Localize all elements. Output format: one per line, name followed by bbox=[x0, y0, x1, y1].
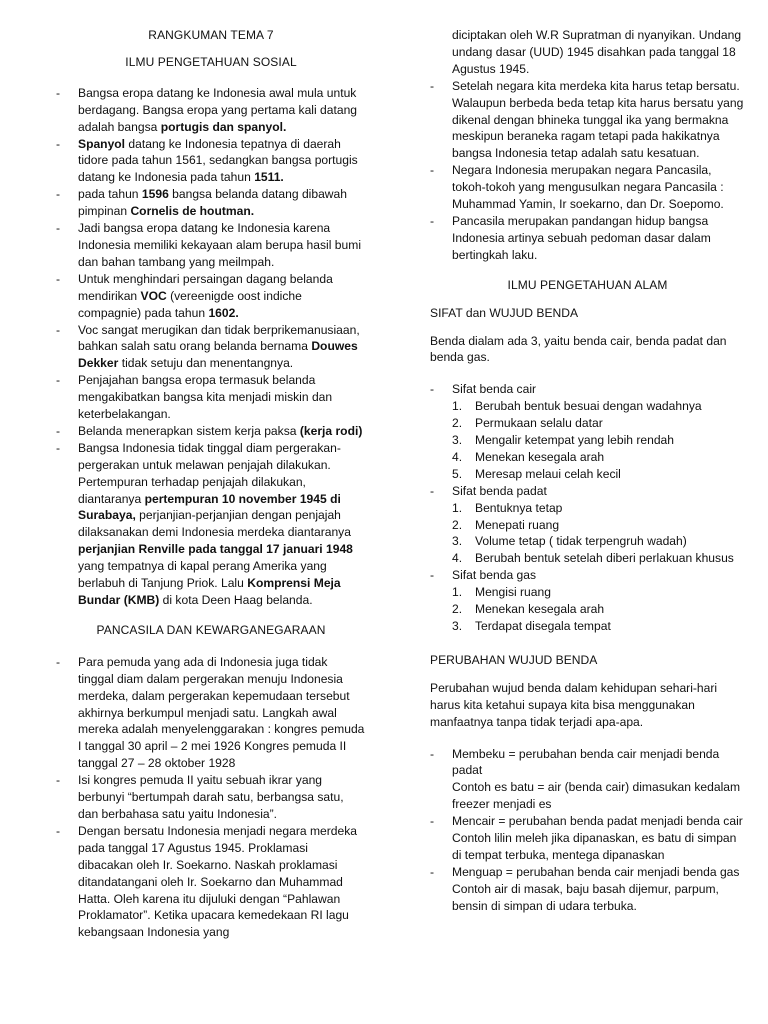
list-item bbox=[430, 813, 745, 830]
list-item-text bbox=[78, 136, 366, 187]
numbered-item bbox=[430, 533, 745, 550]
item-number: 3. bbox=[452, 619, 463, 633]
list-item bbox=[430, 864, 745, 881]
item-text: Menepati ruang bbox=[475, 517, 560, 532]
text-segment: Dengan bersatu Indonesia menjadi negara merdeka pada tanggal 17 Agustus 1945. Proklamasi dibacakan oleh Ir. Soekarno. Naskah proklamasi ditandatangani oleh Ir. Soekarno dan Muhammad Hatta. Oleh karena itu dijuluki dengan “Pahlawan Proklamator”. Ketika upacara kemedekaan RI lagu kebangsaan Indonesia yang bbox=[78, 823, 358, 940]
list-item bbox=[56, 271, 366, 322]
list-item bbox=[56, 372, 366, 423]
bold-text: VOC bbox=[140, 288, 167, 303]
pkn-heading: PANCASILA DAN KEWARGANEGARAAN bbox=[96, 622, 326, 637]
document-title: RANGKUMAN TEMA 7 bbox=[148, 28, 274, 42]
ipa-heading: ILMU PENGETAHUAN ALAM bbox=[507, 277, 668, 292]
numbered-item bbox=[430, 449, 745, 466]
pkn-list-continued bbox=[430, 78, 745, 264]
list-item-text bbox=[78, 654, 366, 772]
list-item bbox=[430, 78, 745, 163]
item-text: Meresap melaui celah kecil bbox=[475, 466, 621, 481]
numbered-item bbox=[430, 500, 745, 517]
change-definition: Menguap = perubahan benda cair menjadi benda gas bbox=[452, 864, 740, 879]
ips-list bbox=[56, 85, 366, 609]
bold-text: portugis dan spanyol. bbox=[160, 119, 287, 134]
list-item bbox=[430, 213, 745, 264]
item-number: 4. bbox=[452, 551, 463, 566]
item-text: Berubah bentuk setelah diberi perlakuan khusus bbox=[475, 551, 734, 566]
perubahan-heading: PERUBAHAN WUJUD BENDA bbox=[430, 652, 598, 667]
text-segment: tidak setuju dan menentangnya. bbox=[118, 356, 294, 371]
list-item bbox=[56, 136, 366, 187]
group-label-text: Sifat benda cair bbox=[452, 382, 537, 397]
list-item bbox=[430, 162, 745, 213]
list-dash: - bbox=[56, 423, 61, 438]
list-item-text bbox=[452, 213, 745, 264]
text-segment: Belanda menerapkan sistem kerja paksa bbox=[78, 423, 300, 438]
list-item bbox=[56, 823, 366, 941]
list-item-text bbox=[78, 186, 366, 220]
text-segment: Para pemuda yang ada di Indonesia juga tidak tinggal diam dalam pergerakan menuju Indonesia merdeka, dalam pergerakan kepemudaan tersebut akhirnya berkumpul menjadi satu. Langkah awal mereka adalah menyelenggarakan : kongres pemuda I tanggal 30 april – 2 mei 1926 Kongres pemuda II tanggal 27 – 28 oktober 1928 bbox=[78, 654, 365, 771]
list-item bbox=[56, 322, 366, 373]
numbered-item bbox=[430, 517, 745, 534]
list-item-text bbox=[78, 85, 366, 136]
item-number: 1. bbox=[452, 585, 463, 600]
right-column bbox=[430, 0, 745, 915]
list-dash: - bbox=[430, 78, 435, 93]
bold-text: Cornelis de houtman. bbox=[130, 204, 255, 219]
list-dash: - bbox=[56, 221, 61, 236]
item-number: 3. bbox=[452, 534, 463, 549]
item-text: Mengalir ketempat yang lebih rendah bbox=[475, 433, 674, 448]
item-number: 4. bbox=[452, 449, 463, 464]
text-segment: Voc sangat merugikan dan tidak berprikemanusiaan, bahkan salah satu orang belanda bernama bbox=[78, 322, 360, 354]
group-label bbox=[430, 483, 745, 500]
text-segment: Isi kongres pemuda II yaitu sebuah ikrar yang berbunyi “bertumpah darah satu, berbangsa satu, dan berbahasa satu yaitu Indonesia”. bbox=[78, 773, 344, 821]
sifat-heading: SIFAT dan WUJUD BENDA bbox=[430, 305, 579, 320]
list-item-text bbox=[78, 423, 366, 440]
pkn-continuation: diciptakan oleh W.R Supratman di nyanyikan. Undang undang dasar (UUD) 1945 disahkan pada tanggal 18 Agustus 1945. bbox=[452, 28, 742, 76]
item-number: 2. bbox=[452, 416, 463, 431]
list-item-text bbox=[78, 322, 366, 373]
bold-text: 1596 bbox=[141, 187, 169, 202]
list-dash: - bbox=[56, 440, 61, 455]
text-segment: di kota Deen Haag belanda. bbox=[159, 593, 313, 607]
bold-text: Douwes Dekker bbox=[78, 339, 358, 371]
list-dash: - bbox=[56, 823, 61, 838]
pkn-list bbox=[56, 654, 366, 941]
numbered-item bbox=[430, 584, 745, 601]
change-definition: Membeku = perubahan benda cair menjadi benda padat bbox=[452, 746, 720, 778]
text-segment: Bangsa Indonesia tidak tinggal diam pergerakan-pergerakan untuk melawan penjajah dilakukan. Pertempuran terhadap penjajah dilakukan, diantaranya bbox=[78, 440, 341, 506]
list-item bbox=[56, 654, 366, 772]
item-text: Mengisi ruang bbox=[475, 585, 551, 600]
list-dash: - bbox=[430, 814, 435, 829]
bold-text: Spanyol bbox=[78, 136, 126, 151]
list-dash: - bbox=[430, 746, 435, 761]
numbered-item bbox=[430, 432, 745, 449]
change-definition: Mencair = perubahan benda padat menjadi benda cair bbox=[452, 814, 743, 829]
list-item-text bbox=[78, 772, 366, 823]
item-number: 3. bbox=[452, 433, 463, 448]
perubahan-intro: Perubahan wujud benda dalam kehidupan sehari-hari harus kita ketahui supaya kita bisa menggunakan manfaatnya tanpa tidak terjadi apa-apa. bbox=[430, 680, 718, 729]
text-segment: pada tahun bbox=[78, 187, 142, 202]
numbered-item bbox=[430, 601, 745, 618]
list-dash: - bbox=[430, 483, 435, 498]
list-item bbox=[56, 423, 366, 440]
left-column bbox=[56, 0, 366, 941]
sifat-groups bbox=[430, 381, 745, 635]
list-item-text bbox=[78, 823, 366, 941]
item-number: 2. bbox=[452, 602, 463, 617]
text-segment: Pancasila merupakan pandangan hidup bangsa Indonesia artinya sebuah pedoman dasar dalam bertingkah laku. bbox=[452, 213, 711, 262]
group-label-text: Sifat benda gas bbox=[452, 568, 537, 583]
text-segment: Untuk menghindari persaingan dagang belanda mendirikan bbox=[78, 271, 333, 303]
bold-text: (kerja rodi) bbox=[299, 423, 363, 438]
list-dash: - bbox=[430, 213, 435, 228]
item-number: 1. bbox=[452, 500, 463, 515]
bold-text: 1602. bbox=[208, 305, 239, 320]
group-label-text: Sifat benda padat bbox=[452, 483, 547, 498]
list-dash: - bbox=[56, 136, 61, 151]
list-item-text bbox=[78, 372, 366, 423]
text-segment: bangsa belanda datang dibawah pimpinan bbox=[78, 187, 347, 219]
change-example: Contoh air di masak, baju basah dijemur, parpum, bensin di simpan di udara terbuka. bbox=[452, 881, 719, 913]
list-dash: - bbox=[430, 568, 435, 583]
text-segment: datang ke Indonesia tepatnya di daerah tidore pada tahun 1561, sedangkan bangsa portugis datang ke Indonesia pada tahun bbox=[78, 136, 358, 185]
list-item-text bbox=[452, 78, 745, 163]
numbered-item bbox=[430, 550, 745, 567]
item-text: Bentuknya tetap bbox=[475, 500, 563, 515]
numbered-item bbox=[430, 398, 745, 415]
bold-text: Komprensi Meja Bundar (KMB) bbox=[78, 576, 341, 607]
list-item-text bbox=[78, 440, 366, 609]
list-dash: - bbox=[56, 271, 61, 286]
text-segment: yang tempatnya di kapal perang Amerika yang berlabuh di Tanjung Priok. Lalu bbox=[78, 559, 327, 591]
item-text: Volume tetap ( tidak terpengruh wadah) bbox=[475, 534, 687, 549]
list-dash: - bbox=[56, 373, 61, 388]
text-segment: (vereenigde oost indiche compagnie) pada tahun bbox=[78, 288, 302, 320]
numbered-item bbox=[430, 415, 745, 432]
bold-text: pertempuran 10 november 1945 di Surabaya, bbox=[78, 491, 341, 523]
numbered-item bbox=[430, 466, 745, 483]
numbered-item bbox=[430, 618, 745, 635]
item-text: Menekan kesegala arah bbox=[475, 449, 605, 464]
item-text: Permukaan selalu datar bbox=[475, 416, 603, 431]
item-number: 2. bbox=[452, 517, 463, 532]
text-segment: Jadi bangsa eropa datang ke Indonesia karena Indonesia memiliki kekayaan alam berupa hasil bumi dan bahan tambang yang meilmpah. bbox=[78, 221, 362, 269]
group-label bbox=[430, 381, 745, 398]
list-dash: - bbox=[56, 187, 61, 202]
text-segment: Negara Indonesia merupakan negara Pancasila, tokoh-tokoh yang mengusulkan negara Pancasila : Muhammad Yamin, Ir soekarno, dan Dr. Soepomo. bbox=[452, 163, 724, 212]
list-item-text bbox=[452, 162, 745, 213]
text-segment: Setelah negara kita merdeka kita harus tetap bersatu. Walaupun berbeda beda tetap kita harus bersatu yang dikenal dengan bhineka tunggal ika yang bermakna meskipun beraneka ragam tetapi pada hakikatnya bangsa Indonesia tetap adalah satu kesatuan. bbox=[452, 78, 744, 161]
change-example: Contoh es batu = air (benda cair) dimasukan kedalam freezer menjadi es bbox=[452, 780, 741, 812]
group-label bbox=[430, 567, 745, 584]
sifat-intro: Benda dialam ada 3, yaitu benda cair, benda padat dan benda gas. bbox=[430, 333, 727, 365]
list-item bbox=[430, 746, 745, 780]
text-segment: perjanjian-perjanjian dengan penjajah dilaksanakan demi Indonesia merdeka diantaranya bbox=[78, 508, 351, 540]
ips-heading: ILMU PENGETAHUAN SOSIAL bbox=[125, 54, 297, 69]
perubahan-list bbox=[430, 746, 745, 915]
list-dash: - bbox=[56, 773, 61, 788]
item-number: 5. bbox=[452, 466, 463, 481]
text-segment: Bangsa eropa datang ke Indonesia awal mula untuk berdagang. Bangsa eropa yang pertama kali datang adalah bangsa bbox=[78, 85, 358, 134]
list-dash: - bbox=[430, 163, 435, 178]
list-item-text bbox=[78, 271, 366, 322]
item-text: Terdapat disegala tempat bbox=[475, 619, 611, 633]
list-item bbox=[56, 85, 366, 136]
item-text: Berubah bentuk besuai dengan wadahnya bbox=[475, 399, 702, 414]
list-item bbox=[56, 220, 366, 271]
item-number: 1. bbox=[452, 399, 463, 414]
list-item bbox=[56, 772, 366, 823]
list-item bbox=[56, 186, 366, 220]
list-item bbox=[56, 440, 366, 609]
list-dash: - bbox=[430, 864, 435, 879]
text-segment: Penjajahan bangsa eropa termasuk belanda mengakibatkan bangsa kita menjadi miskin dan keterbelakangan. bbox=[78, 373, 333, 422]
list-item-text bbox=[78, 220, 366, 271]
list-dash: - bbox=[430, 382, 435, 397]
bold-text: perjanjian Renville pada tanggal 17 januari 1948 bbox=[78, 542, 353, 557]
list-dash: - bbox=[56, 654, 61, 669]
item-text: Menekan kesegala arah bbox=[475, 602, 605, 617]
bold-text: 1511. bbox=[254, 170, 284, 185]
change-example: Contoh lilin meleh jika dipanaskan, es batu di simpan di tempat terbuka, mentega dipanaskan bbox=[452, 831, 737, 862]
list-dash: - bbox=[56, 85, 61, 100]
list-dash: - bbox=[56, 322, 61, 337]
